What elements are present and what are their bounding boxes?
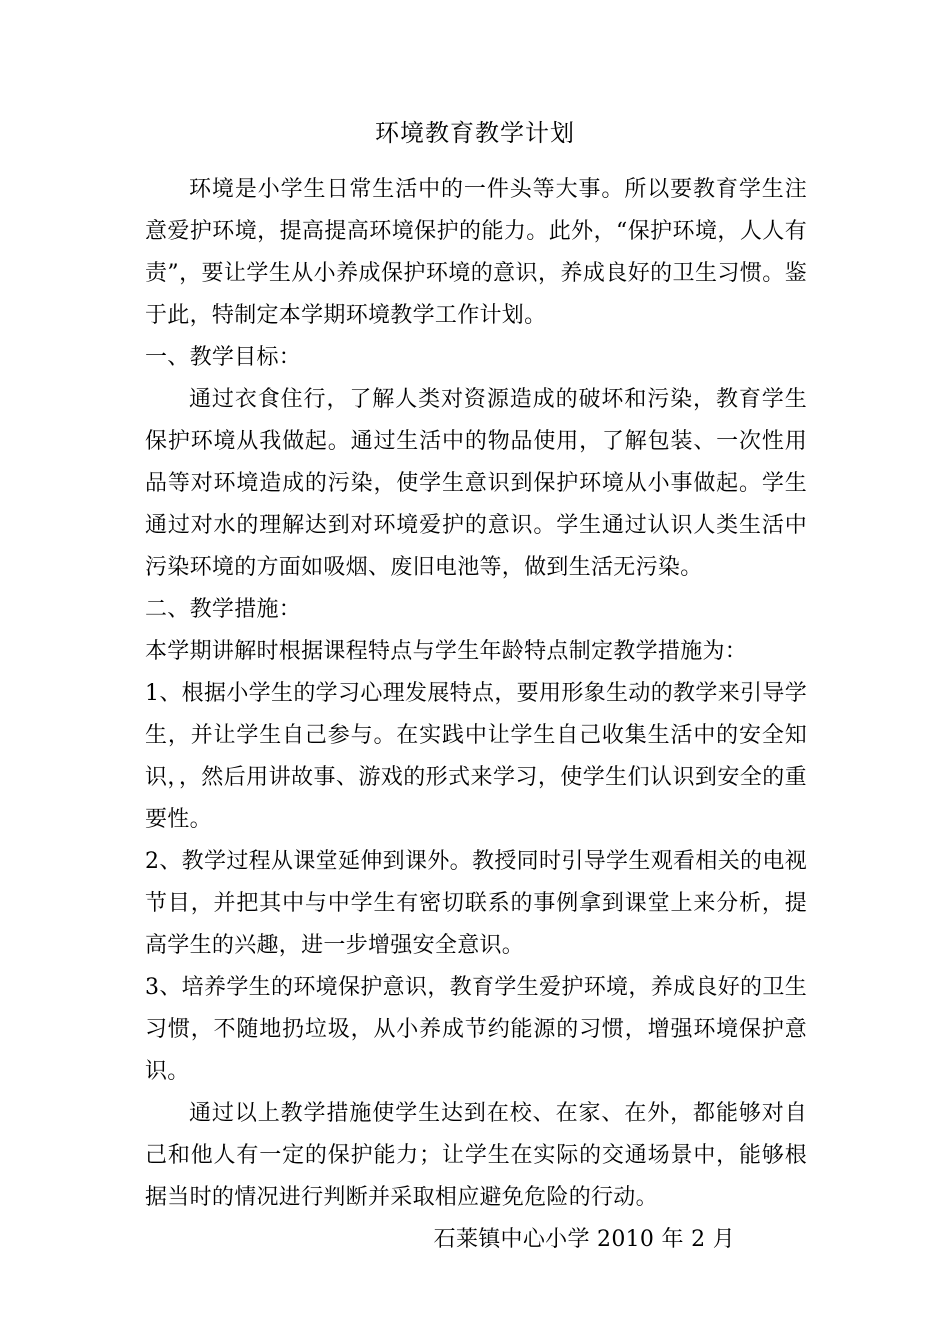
section2-intro: 本学期讲解时根据课程特点与学生年龄特点制定教学措施为：: [145, 639, 748, 664]
intro-paragraph: 环境是小学生日常生活中的一件头等大事。所以要教育学生注意爱护环境，提高提高环境保护的能力。此外，“保护环境，人人有责”，要让学生从小养成保护环境的意识，养成良好的卫生习惯。鉴于此，特制定本学期环境教学工作计划。: [145, 177, 807, 328]
measure-item-2: 2、教学过程从课堂延伸到课外。教授同时引导学生观看相关的电视节目，并把其中与中学生有密切联系的事例拿到课堂上来分析，提高学生的兴趣，进一步增强安全意识。: [145, 849, 807, 958]
section1-heading: 一、教学目标：: [145, 345, 302, 370]
signature-line: 石莱镇中心小学 2010 年 2 月: [433, 1227, 735, 1252]
measure-item-1: 1、根据小学生的学习心理发展特点，要用形象生动的教学来引导学生，并让学生自己参与。在实践中让学生自己收集生活中的安全知识，，然后用讲故事、游戏的形式来学习，使学生们认识到安全的重要性。: [145, 681, 807, 832]
conclusion-paragraph: 通过以上教学措施使学生达到在校、在家、在外，都能够对自己和他人有一定的保护能力；让学生在实际的交通场景中，能够根据当时的情况进行判断并采取相应避免危险的行动。: [145, 1101, 807, 1210]
document-title: 环境教育教学计划: [375, 119, 575, 147]
measure-item-3: 3、培养学生的环境保护意识，教育学生爱护环境，养成良好的卫生习惯，不随地扔垃圾，从小养成节约能源的习惯，增强环境保护意识。: [145, 975, 807, 1084]
section1-paragraph: 通过衣食住行，了解人类对资源造成的破坏和污染，教育学生保护环境从我做起。通过生活中的物品使用，了解包装、一次性用品等对环境造成的污染，使学生意识到保护环境从小事做起。学生通过对水的理解达到对环境爱护的意识。学生通过认识人类生活中污染环境的方面如吸烟、废旧电池等，做到生活无污染。: [145, 387, 807, 580]
document-body: [145, 169, 807, 1261]
section2-heading: 二、教学措施：: [145, 597, 302, 622]
